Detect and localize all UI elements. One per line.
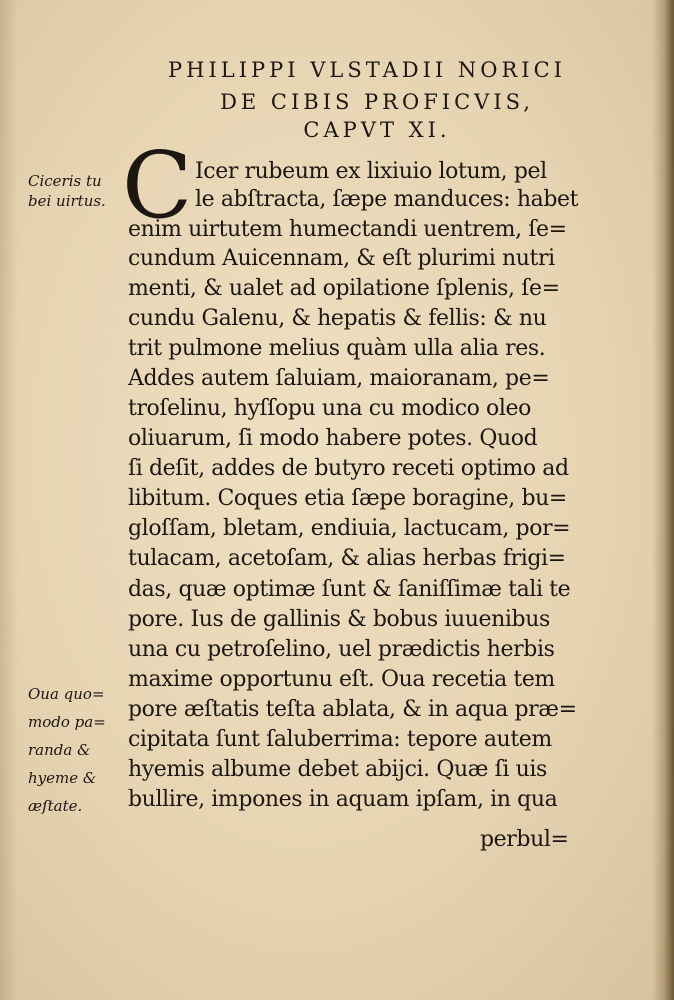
- text-line: le abſtracta, ſæpe manduces: habet: [195, 187, 579, 212]
- text-line: oliuarum, ſi modo habere potes. Quod: [128, 426, 538, 451]
- marginal-note-line: modo pa=: [28, 713, 106, 731]
- marginal-note-line: Oua quo=: [28, 685, 105, 703]
- text-line: pore æſtatis teſta ablata, & in aqua præ=: [128, 697, 577, 722]
- text-line: Addes autem ſaluiam, maioranam, pe=: [128, 366, 550, 391]
- text-line: troſelinu, hyſſopu una cu modico oleo: [128, 396, 531, 421]
- text-line: bullire, impones in aquam ipſam, in qua: [128, 787, 558, 812]
- text-line: libitum. Coques etia ſæpe boragine, bu=: [128, 486, 567, 511]
- marginal-note-line: bei uirtus.: [28, 192, 106, 210]
- text-line: una cu petroſelino, uel prædictis herbis: [128, 637, 555, 662]
- chapter-title: DE CIBIS PROFICVIS,: [220, 90, 534, 114]
- marginal-note-line: hyeme &: [28, 769, 97, 787]
- text-line: trit pulmone melius quàm ulla alia res.: [128, 336, 546, 361]
- text-line: ſi deſit, addes de butyro receti optimo ad: [128, 456, 569, 481]
- text-line: Icer rubeum ex lixiuio lotum, pel: [195, 159, 547, 184]
- page-edge-shadow: [652, 0, 674, 1000]
- page-gutter-shadow: [0, 0, 18, 1000]
- text-line: cundum Auicennam, & eſt plurimi nutri: [128, 246, 555, 271]
- text-line: cundu Galenu, & hepatis & fellis: & nu: [128, 306, 547, 331]
- marginal-note-line: æſtate.: [28, 797, 83, 815]
- text-line: das, quæ optimæ ſunt & ſaniſſimæ tali te: [128, 577, 571, 602]
- text-line: maxime opportunu eſt. Oua recetia tem: [128, 667, 555, 692]
- running-title: PHILIPPI VLSTADII NORICI: [168, 58, 566, 82]
- drop-cap-initial: C: [122, 132, 193, 239]
- text-line: enim uirtutem humectandi uentrem, ſe=: [128, 217, 567, 242]
- chapter-number: CAPVT XI.: [303, 118, 451, 142]
- text-line: pore. Ius de gallinis & bobus iuuenibus: [128, 607, 550, 632]
- text-line: hyemis albume debet abijci. Quæ ſi uis: [128, 757, 547, 782]
- text-line: tulacam, acetoſam, & alias herbas frigi=: [128, 546, 566, 571]
- text-line: menti, & ualet ad opilatione ſplenis, ſe=: [128, 276, 560, 301]
- text-line: cipitata ſunt ſaluberrima: tepore autem: [128, 727, 552, 752]
- catchword: perbul=: [480, 827, 569, 852]
- marginal-note-line: randa &: [28, 741, 91, 759]
- text-line: gloſſam, bletam, endiuia, lactucam, por=: [128, 516, 571, 541]
- marginal-note-line: Ciceris tu: [28, 172, 102, 190]
